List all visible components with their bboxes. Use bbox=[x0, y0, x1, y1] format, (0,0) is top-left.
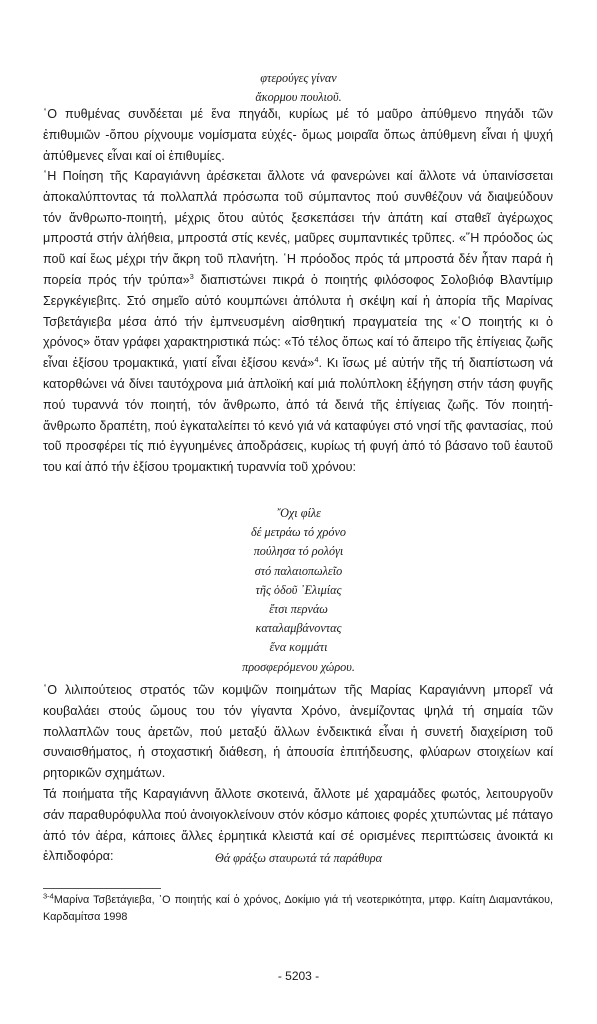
poem-line: φτερούγες γίναν bbox=[260, 71, 337, 85]
poem-line: στό παλαιοπωλεῖο bbox=[254, 563, 343, 578]
footnote-divider bbox=[43, 888, 161, 889]
poem-excerpt-2 bbox=[0, 504, 597, 677]
poem-line: τῆς ὁδοῦ ᾿Ελιμίας bbox=[255, 582, 342, 597]
paragraph-3: ῾Ο λιλιπούτειος στρατός τῶν κομψῶν ποιημάτων τῆς Μαρίας Καραγιάννη μπορεῖ νά κουβαλάει στούς ὤμους του τόν γίγαντα Χρόνο, ἀνεμίζοντας ψηλά τή σημαία τῶν πολλαπλῶν τους ἀρετῶν, πού μεταξύ ἄλλων ἐνδεικτικά εἶναι ἡ συνετή διαχείριση τοῦ συναισθήματος, ἡ στοχαστική διάθεση, ἡ ἀπουσία ἐπιτήδευσης, φλύαρων στοιχείων καί ρητορικῶν σχημάτων. bbox=[43, 683, 553, 781]
footnote-ref-3: 3 bbox=[189, 271, 194, 281]
poem-line: ἔτσι περνάω bbox=[269, 601, 328, 616]
poem-excerpt-3 bbox=[0, 849, 597, 868]
poem-excerpt-1 bbox=[0, 69, 597, 107]
paragraph-1: ῾Ο πυθμένας συνδέεται μέ ἕνα πηγάδι, κυρίως μέ τό μαῦρο ἀπύθμενο πηγάδι τῶν ἐπιθυμιῶν -ὅπου ρίχνουμε νομίσματα εὐχές- ὅμως μοιραῖα ὅπως ἀπύθμενη εἶναι ἡ ψυχή ἀπύθμενες εἶναι καί οἱ ἐπιθυμίες. bbox=[43, 107, 553, 163]
footnote-ref-4: 4 bbox=[314, 354, 319, 364]
page-number: - 5203 - bbox=[277, 969, 320, 983]
paragraph-4: Τά ποιήματα τῆς Καραγιάννη ἄλλοτε σκοτεινά, ἄλλοτε μέ χαραμάδες φωτός, λειτουργοῦν σάν παραθυρόφυλλα πού ἀνοιγοκλείνουν στόν κόσμο κάποιες φορές χτυπώντας μέ πάταγο ἀπό τόν ἀέρα, κάποιες ἄλλες ἑρμητικά κλειστά καί σέ ορισμένες περιπτώσεις ἀνοικτά κι ἐλπιδοφόρα: bbox=[43, 787, 553, 864]
poem-line: Θά φράξω σταυρωτά τά παράθυρα bbox=[214, 851, 383, 865]
paragraph-2 bbox=[43, 166, 553, 478]
paragraph-2-part-2: διαπιστώνει πικρά ὁ ποιητής φιλόσοφος Σολοβιόφ Βλαντίμιρ Σεργκέγιεβιτς. Στό σημεῖο αὐτό κουμπώνει ἀπόλυτα ἡ σκέψη καί ἡ ἀπορία τῆς Μαρίνας Τσβετάγιεβα μέσα ἀπό τήν ἐμπνευσμένη αἰσθητική πραγματεία της «῾Ο ποιητής κι ὁ χρόνος» ὅταν γράφει χαρακτηριστικά πώς: «Τό τέλος ὅπως καί τό ἄπειρο τῆς ἐπίγειας ζωῆς εἶναι ἐξίσου τρομακτικά, γιατί εἶναι ἐξίσου κενά» bbox=[43, 272, 553, 371]
poem-line: δέ μετράω τό χρόνο bbox=[250, 525, 346, 540]
poem-line: πούλησα τό ρολόγι bbox=[253, 544, 344, 559]
poem-line: ἕνα κομμάτι bbox=[269, 640, 328, 655]
poem-line: προσφερόμενου χώρου. bbox=[242, 659, 355, 674]
footnote-text: Μαρίνα Τσβετάγιεβα, ῾Ο ποιητής καί ὁ χρόνος, Δοκίμιο γιά τή νεοτερικότητα, μτφρ. Καίτη Διαμαντάκου, Καρδαμίτσα 1998 bbox=[43, 894, 553, 923]
poem-line: καταλαμβάνοντας bbox=[255, 621, 342, 636]
poem-line: ῎Οχι φίλε bbox=[276, 506, 321, 520]
paragraph-2-part-3: . Κι ἴσως μέ αὐτήν τῆς τή διαπίστωση νά κατορθώνει νά δίνει ταυτόχρονα μιά ἁπλοϊκή καί μιά πολύπλοκη ἐξήγηση στήν τάση φυγῆς πού τυραννά τόν ποιητή, τόν ἄνθρωπο, ἀπό τά δεινά τῆς ἐπίγειας ζωῆς. Τόν ποιητή-ἄνθρωπο δραπέτη, πού ἐγκαταλείπει τό κενό γιά νά καταφύγει στό νησί τῆς φαντασίας, πού τοῦ προσφέρει τίς πιό ἐγγυημένες ἀποδράσεις, κυρίως τή φυγή ἀπό τό βάσανο τοῦ ἑαυτοῦ του καί ἀπό τήν ἐξίσου τρομακτική τυραννία τοῦ χρόνου: bbox=[43, 356, 553, 475]
paragraph-2-part-1: ῾Η Ποίηση τῆς Καραγιάννη ἀρέσκεται ἄλλοτε νά φανερώνει καί ἄλλοτε νά ὑπαινίσσεται ἀποκαλύπτοντας τά πολλαπλά πρόσωπα τοῦ σύμπαντος πού συνθέζουν νά διαψεύδουν τόν ἄνθρωπο-ποιητή, μέχρις ὅτου αὐτός ξεσκεπάσει τήν ἀπάτη καί σταθεῖ ἀγέρωχος μπροστά στήν ἀλήθεια, μπροστά στίς κενές, μαῦρες συμπαντικές τρῦπες. «῞Η πρόοδος ὡς ποῦ καί ἕως μέχρι τήν ἄκρη τοῦ πλανήτη. ῾Η πρόοδος πρός τά μπροστά δέν ἦταν παρά ἡ πορεία πρός τήν τρύπα» bbox=[43, 169, 553, 287]
footnote bbox=[43, 892, 553, 926]
poem-line: ἄκορμου πουλιοῦ. bbox=[255, 90, 342, 105]
footnote-marker: 3-4 bbox=[43, 891, 54, 901]
